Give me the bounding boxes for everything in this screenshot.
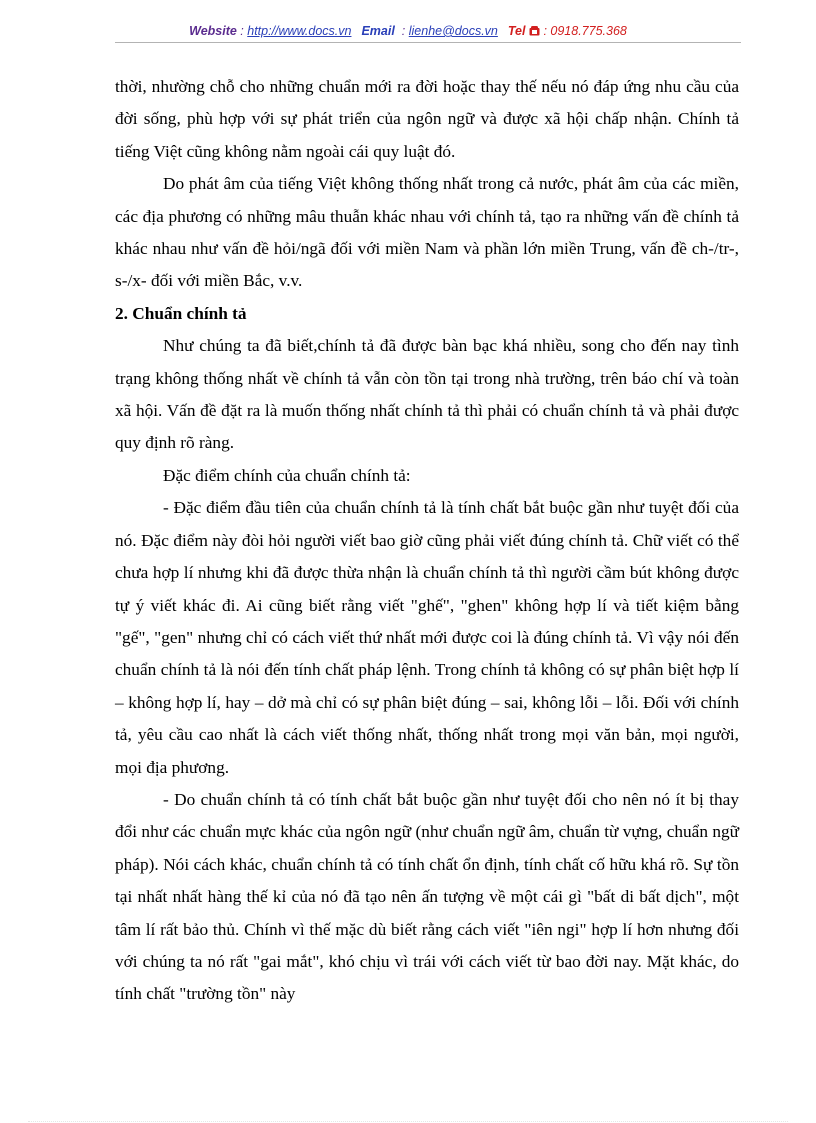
tel-label: Tel <box>507 24 526 38</box>
paragraph: - Đặc điểm đầu tiên của chuẩn chính tả là tính chất bắt buộc gần như tuyệt đối của nó. Đặc điểm này đòi hỏi người viết bao giờ cũng phải viết đúng chính tả. Chữ viết có thể chưa hợp lí nhưng khi đã được thừa nhận là chuẩn chính tả thì người cầm bút không được tự ý viết khác đi. Ai cũng biết rằng viết "ghế", "ghen" không hợp lí và tiết kiệm bằng "gế", "gen" nhưng chỉ có cách viết thứ nhất mới được coi là đúng chính tả. Vì vậy nói đến chuẩn chính tả là nói đến tính chất pháp lệnh. Trong chính tả không có sự phân biệt hợp lí – không hợp lí, hay – dở mà chỉ có sự phân biệt đúng – sai, không lỗi – lỗi. Đối với chính tả, yêu cầu cao nhất là cách viết thống nhất, thống nhất trong mọi văn bản, mọi người, mọi địa phương. <box>115 498 739 777</box>
phone-icon <box>529 24 540 38</box>
email-label: Email <box>361 24 395 38</box>
paragraph: - Do chuẩn chính tả có tính chất bắt buộc gần như tuyệt đối cho nên nó ít bị thay đổi như các chuẩn mực khác của ngôn ngữ (như chuẩn ngữ âm, chuẩn từ vựng, chuẩn ngữ pháp). Nói cách khác, chuẩn chính tả có tính chất ổn định, tính chất cố hữu khá rõ. Sự tồn tại nhất nhất hàng thế kỉ của nó đã tạo nên ấn tượng về một cái gì "bất di bất dịch", một tâm lí rất bảo thủ. Chính vì thế mặc dù biết rằng cách viết "iên ngi" hợp lí hơn nhưng đối với chúng ta nó rất "gai mắt", khó chịu vì trái với cách viết từ bao đời nay. Mặt khác, do tính chất "trường tồn" này <box>115 789 739 1004</box>
paragraph: thời, nhường chỗ cho những chuẩn mới ra đời hoặc thay thế nếu nó đáp ứng nhu cầu của đời sống, phù hợp với sự phát triển của ngôn ngữ và được xã hội chấp nhận. Chính tả tiếng Việt cũng không nằm ngoài cái quy luật đó. <box>115 77 739 161</box>
paragraph: Như chúng ta đã biết,chính tả đã được bàn bạc khá nhiều, song cho đến nay tình trạng không thống nhất về chính tả vẫn còn tồn tại trong nhà trường, trên báo chí và toàn xã hội. Vấn đề đặt ra là muốn thống nhất chính tả thì phải có chuẩn chính tả và phải được quy định rõ ràng. <box>115 336 739 453</box>
page-header: Website : http://www.docs.vn Email : lienhe@docs.vn Tel : 0918.775.368 <box>189 24 627 38</box>
website-link[interactable]: http://www.docs.vn <box>247 24 352 38</box>
header-divider <box>115 42 741 43</box>
footer-divider <box>28 1121 788 1122</box>
document-body <box>115 71 739 1011</box>
section-heading: 2. Chuẩn chính tả <box>115 303 247 323</box>
paragraph: Đặc điểm chính của chuẩn chính tả: <box>163 465 411 485</box>
phone-number: 0918.775.368 <box>550 24 627 38</box>
website-label: Website <box>189 24 237 38</box>
paragraph: Do phát âm của tiếng Việt không thống nhất trong cả nước, phát âm của các miền, các địa phương có những mâu thuẫn khác nhau với chính tả, tạo ra những vấn đề chính tả khác nhau như vấn đề hỏi/ngã đối với miền Nam và phần lớn miền Trung, vấn đề ch-/tr-, s-/x- đối với miền Bắc, v.v. <box>115 174 739 291</box>
email-link[interactable]: lienhe@docs.vn <box>408 24 498 38</box>
